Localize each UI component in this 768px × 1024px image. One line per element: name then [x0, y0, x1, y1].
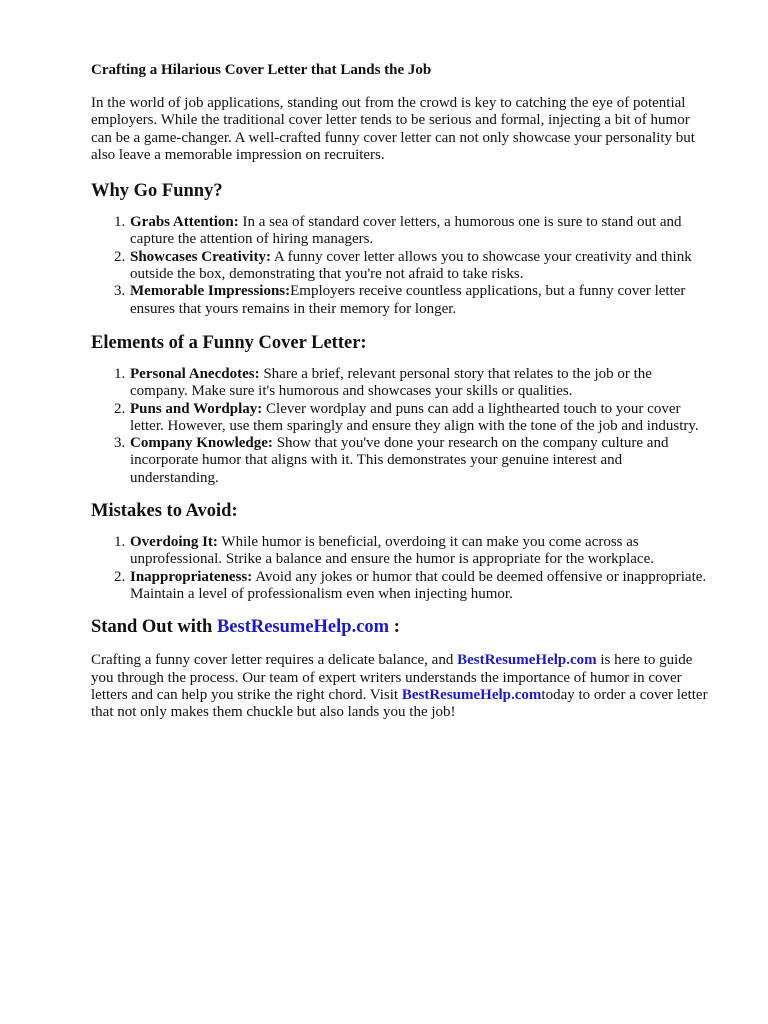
- heading-elements: Elements of a Funny Cover Letter:: [91, 332, 367, 353]
- list-item: [129, 214, 708, 249]
- list-item: [129, 401, 708, 436]
- heading-prefix: Stand Out with: [91, 617, 213, 638]
- item-text: A funny cover letter allows you to showcase your creativity and think outside the box, demonstrating that you're not afraid to take risks.: [130, 248, 692, 283]
- item-text: Show that you've done your research on the company culture and incorporate humor that aligns with it. This demonstrates your genuine interest and understanding.: [130, 435, 669, 486]
- item-label: Overdoing It:: [130, 534, 218, 551]
- heading-suffix: :: [393, 617, 400, 638]
- heading-why-go-funny: Why Go Funny?: [91, 181, 223, 202]
- list-item: [129, 283, 708, 318]
- heading-stand-out: [91, 616, 708, 638]
- heading-mistakes: Mistakes to Avoid:: [91, 501, 238, 522]
- intro-paragraph: In the world of job applications, standing out from the crowd is key to catching the eye of potential employers. While the traditional cover letter tends to be serious and formal, injecting a bit of humor can be a game-changer. A well-crafted funny cover letter can not only showcase your personality but also leave a memorable impression on recruiters.: [91, 95, 695, 163]
- item-label: Company Knowledge:: [130, 435, 273, 452]
- closing-paragraph: [91, 652, 708, 721]
- item-label: Showcases Creativity:: [130, 248, 271, 265]
- document-title: Crafting a Hilarious Cover Letter that Lands the Job: [91, 62, 432, 78]
- item-text: Employers receive countless applications, but a funny cover letter ensures that yours remains in their memory for longer.: [130, 283, 686, 317]
- mistakes-list: [91, 534, 708, 603]
- item-text: Clever wordplay and puns can add a lighthearted touch to your cover letter. However, use them sparingly and ensure they align with the tone of the job and industry.: [130, 400, 699, 434]
- bestresumehelp-link[interactable]: BestResumeHelp.com: [216, 617, 390, 638]
- item-label: Puns and Wordplay:: [130, 400, 263, 417]
- list-item: [129, 366, 708, 401]
- item-text: Share a brief, relevant personal story that relates to the job or the company. Make sure it's humorous and showcases your skills or qualities.: [130, 365, 652, 400]
- item-text: Avoid any jokes or humor that could be deemed offensive or inappropriate. Maintain a level of professionalism even when injecting humor.: [130, 568, 707, 602]
- closing-text-3: today to order a cover letter that not only makes them chuckle but also lands you the job!: [91, 686, 708, 721]
- elements-list: [91, 366, 708, 487]
- list-item: [129, 249, 708, 284]
- bestresumehelp-link[interactable]: BestResumeHelp.com: [401, 686, 542, 703]
- closing-text-2: is here to guide you through the process. Our team of expert writers understands the importance of humor in cover letters and can help you strike the right chord. Visit: [91, 652, 693, 703]
- item-label: Grabs Attention:: [130, 214, 239, 231]
- item-label: Inappropriateness:: [130, 568, 253, 585]
- item-text: While humor is beneficial, overdoing it can make you come across as unprofessional. Strike a balance and ensure the humor is appropriate for the workplace.: [130, 534, 654, 568]
- list-item: [129, 569, 708, 604]
- closing-text-1: Crafting a funny cover letter requires a delicate balance, and: [91, 652, 454, 669]
- list-item: [129, 534, 708, 569]
- item-text: In a sea of standard cover letters, a humorous one is sure to stand out and capture the attention of hiring managers.: [130, 214, 682, 248]
- why-go-funny-list: [91, 214, 708, 318]
- item-label: Memorable Impressions:: [130, 283, 291, 300]
- list-item: [129, 435, 708, 487]
- item-label: Personal Anecdotes:: [130, 365, 260, 382]
- bestresumehelp-link[interactable]: BestResumeHelp.com: [457, 652, 597, 669]
